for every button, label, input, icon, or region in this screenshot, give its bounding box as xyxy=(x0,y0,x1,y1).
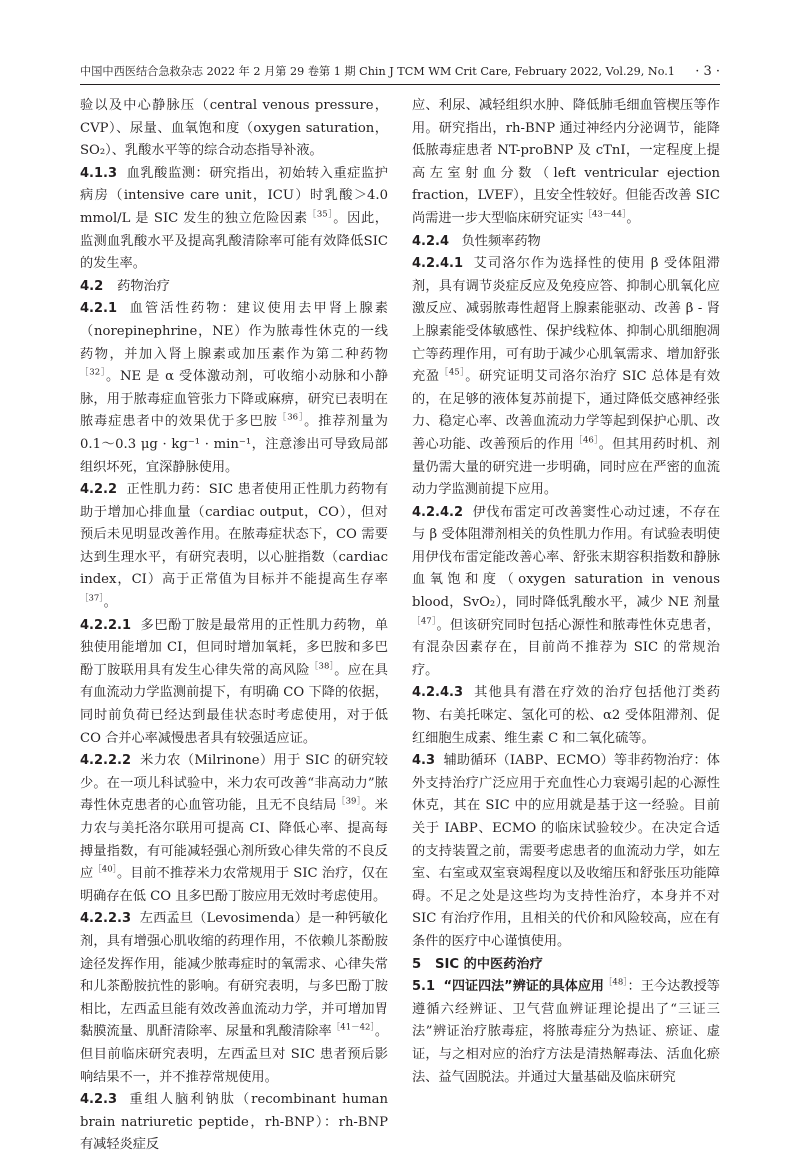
section-number: 5 xyxy=(412,956,422,972)
section-4-2-4-2 xyxy=(412,502,720,683)
paragraph-text: 。但其用药时机、剂量仍需大量的研究进一步明确，同时应在严密的血流动力学监测前提下应用。 xyxy=(412,436,720,498)
citation-ref: ［32］ xyxy=(80,367,106,378)
paragraph-text: 辅助循环（IABP、ECMO）等非药物治疗：体外支持治疗广泛应用于充血性心力衰竭引起的心源性休克，其在 SIC 中的应用就是基于这一经验。目前关于 IABP、ECMO 的临床试验较少。在决定合适的支持装置之前，需要考虑患者的血流动力学，如左室、右室或双室衰竭程度以及收缩压和舒张压功能障碍。不足之处是这些均为支持性治疗，本身并不对 SIC 有治疗作用，且相关的代价和风险较高，应在有条件的医疗中心谨慎使用。 xyxy=(412,753,720,949)
paragraph-text: 重组人脑利钠肽（recombinant human brain natriuretic peptide，rh-BNP）：rh-BNP 有减轻炎症反 xyxy=(80,1092,388,1153)
section-4-2-4-heading xyxy=(412,231,720,254)
paragraph-continued xyxy=(412,95,720,231)
section-number: 4.2.3 xyxy=(80,1092,118,1108)
left-column xyxy=(80,95,388,1157)
citation-ref: ［36］ xyxy=(277,412,305,423)
section-number: 4.2.2 xyxy=(80,482,118,498)
section-4-2-1 xyxy=(80,298,388,479)
section-number: 4.2.2.2 xyxy=(80,753,131,769)
paragraph-text: 。因此，监测血乳酸水平及提高乳酸清除率可能有效降低SIC的发生率。 xyxy=(80,210,388,272)
running-header xyxy=(80,62,720,85)
paragraph-text: 。 xyxy=(626,210,640,226)
section-4-2-heading xyxy=(80,276,388,299)
paragraph-continued xyxy=(80,95,388,163)
section-number: 4.2.2.1 xyxy=(80,617,131,633)
paragraph-text: 血乳酸监测：研究指出，初始转入重症监护病房（intensive care unit，ICU）时乳酸＞4.0 mmol/L 是 SIC 发生的独立危险因素 xyxy=(80,165,388,226)
paragraph-text: 。NE 是 α 受体激动剂，可收缩小动脉和小静脉，用于脓毒症血管张力下降或麻痹，研究已表明在脓毒症患者中的效果优于多巴胺 xyxy=(80,369,388,430)
paragraph-text: 。 xyxy=(103,595,117,611)
section-4-2-3 xyxy=(80,1089,388,1157)
citation-ref: ［46］ xyxy=(574,435,599,446)
section-5-heading xyxy=(412,954,720,977)
paragraph-text: 。研究证明艾司洛尔治疗 SIC 总体是有效的，在足够的液体复苏前提下，通过降低交感神经张力、稳定心率、改善血流动力学等起到保护心肌、改善心功能、改善预后的作用 xyxy=(412,369,721,452)
paragraph-text: 。推荐剂量为 0.1～0.3 μg · kg⁻¹ · min⁻¹，注意渗出可导致局部组织坏死，宜深静脉使用。 xyxy=(80,414,388,475)
citation-ref: ［47］ xyxy=(412,616,437,627)
citation-ref: ［35］ xyxy=(307,209,334,220)
section-4-1-3 xyxy=(80,163,388,276)
section-4-2-4-1 xyxy=(412,253,720,502)
section-number: 4.3 xyxy=(412,753,436,769)
page-number: · 3 · xyxy=(695,64,720,79)
paragraph-text: 。应在具有血流动力学监测前提下，有明确 CO 下降的依据，同时前负荷已经达到最佳状态时考虑使用，对于低 CO 合并心率减慢患者具有较强适应证。 xyxy=(80,662,388,746)
section-4-2-2 xyxy=(80,479,388,615)
section-number: 4.1.3 xyxy=(80,165,118,181)
section-title: “四证四法”辨证的具体应用 xyxy=(443,979,604,995)
paragraph-text: 多巴酚丁胺是最常用的正性肌力药物，单独使用能增加 CI，但同时增加氧耗，多巴胺和多巴酚丁胺联用具有发生心律失常的高风险 xyxy=(80,617,389,678)
citation-ref: ［39］ xyxy=(336,797,362,808)
section-number: 4.2.4.2 xyxy=(412,504,463,520)
paragraph-text: 。目前不推荐米力农常规用于 SIC 治疗，仅在明确存在低 CO 且多巴酚丁胺应用无效时考虑使用。 xyxy=(80,866,389,904)
paragraph-text: 。但该研究同时包括心源性和脓毒性休克患者，有混杂因素存在，目前尚不推荐为 SIC 的常规治疗。 xyxy=(412,617,720,678)
section-4-2-2-1 xyxy=(80,615,388,751)
citation-ref: ［37］ xyxy=(80,593,104,604)
paragraph-text: 血管活性药物：建议使用去甲肾上腺素（norepinephrine，NE）作为脓毒性休克的一线药物，并加入肾上腺素或加压素作为第二种药物 xyxy=(80,301,388,362)
paragraph-text: 。但目前临床研究表明，左西孟旦对 SIC 患者预后影响结果不一，并不推荐常规使用。 xyxy=(80,1024,389,1085)
paragraph-text: 正性肌力药：SIC 患者使用正性肌力药物有助于增加心排血量（cardiac output，CO），但对预后未见明显改善作用。在脓毒症状态下，CO 需要达到生理水平，有研究表明，以心脏指数（cardiac index，CI）高于正常值为目标并不能提高生存率 xyxy=(80,482,389,588)
paragraph-text: 应、利尿、减轻组织水肿、降低肺毛细血管楔压等作用。研究指出，rh-BNP 通过神经内分泌调节，能降低脓毒症患者 NT-proBNP 及 cTnI，一定程度上提高左室射血分数（left ventricular ejection fraction，LVEF），且安全性较好。但能否改善 SIC 尚需进一步大型临床研究证实 xyxy=(412,98,720,226)
section-number: 4.2.2.3 xyxy=(80,911,131,927)
paragraph-text: 。米力农与美托洛尔联用可提高 CI、降低心率、提高每搏量指数，有可能减轻强心剂所致心律失常的不良反应 xyxy=(80,798,388,882)
right-column xyxy=(412,95,720,1089)
section-4-3 xyxy=(412,750,720,953)
section-5-1 xyxy=(412,976,720,1089)
section-4-2-2-2 xyxy=(80,750,388,908)
section-number: 4.2.4.3 xyxy=(412,685,463,701)
paragraph-text: 伊伐布雷定可改善窦性心动过速，不存在与 β 受体阻滞剂相关的负性肌力作用。有试验表明使用伊伐布雷定能改善心率、舒张末期容积指数和静脉血氧饱和度（oxygen saturation in venous blood，SvO₂），同时降低乳酸水平，减少 NE 剂量 xyxy=(412,504,721,611)
citation-ref: ［48］ xyxy=(603,977,628,988)
paragraph-text: ：王今达教授等遵循六经辨证、卫气营血辨证理论提出了“三证三法”辨证治疗脓毒症，将脓毒症分为热证、瘀证、虚证，与之相对应的治疗方法是清热解毒法、活血化瘀法、益气固脱法。并通过大量基础及临床研究 xyxy=(412,979,720,1085)
citation-ref: ［41－42］ xyxy=(331,1022,375,1033)
section-number: 4.2.1 xyxy=(80,301,118,317)
paragraph-text: 左西孟旦（Levosimenda）是一种钙敏化剂，具有增强心肌收缩的药理作用，不依赖儿茶酚胺途径发挥作用，能减少脓毒症时的氧需求、心律失常和儿茶酚胺抗性的影响。有研究表明，与多巴酚丁胺相比，左西孟旦能有效改善血流动力学，并可增加胃黏膜流量、肌酐清除率、尿量和乳酸清除率 xyxy=(80,911,388,1040)
citation-ref: ［38］ xyxy=(309,661,335,672)
section-number: 4.2.4.1 xyxy=(412,256,463,272)
section-4-2-4-3 xyxy=(412,682,720,750)
section-number: 4.2 xyxy=(80,278,104,294)
citation-ref: ［43－44］ xyxy=(583,209,627,220)
journal-citation: 中国中西医结合急救杂志 2022 年 2 月第 29 卷第 1 期 Chin J TCM WM Crit Care, February 2022, Vol.29, No.1 xyxy=(80,65,675,78)
citation-ref: ［40］ xyxy=(93,864,117,875)
section-4-2-2-3 xyxy=(80,908,388,1089)
section-number: 5.1 xyxy=(412,979,436,995)
paragraph-text: 其他具有潜在疗效的治疗包括他汀类药物、右美托咪定、氢化可的松、α2 受体阻滞剂、促红细胞生成素、维生素 C 和二氧化硫等。 xyxy=(412,685,721,746)
section-title: 负性频率药物 xyxy=(461,233,541,249)
section-title: SIC 的中医药治疗 xyxy=(434,956,543,972)
citation-ref: ［45］ xyxy=(439,367,466,378)
paragraph-text: 验以及中心静脉压（central venous pressure，CVP）、尿量、血氧饱和度（oxygen saturation，SO₂）、乳酸水平等的综合动态指导补液。 xyxy=(80,98,388,159)
section-number: 4.2.4 xyxy=(412,233,450,249)
paragraph-text: 米力农（Milrinone）用于 SIC 的研究较少。在一项儿科试验中，米力农可改善“非高动力”脓毒性休克患者的心血管功能，且无不良结局 xyxy=(80,753,388,814)
section-title: 药物治疗 xyxy=(117,278,170,294)
paragraph-text: 艾司洛尔作为选择性的使用 β 受体阻滞剂，具有调节炎症反应及免疫应答、抑制心肌氧化应激反应、减弱脓毒性超肾上腺素能驱动、改善 β - 肾上腺素能受体敏感性、保护线粒体、抑制心肌细胞凋亡等药理作用，可有助于减少心肌氧需求、增加舒张充盈 xyxy=(412,256,720,385)
